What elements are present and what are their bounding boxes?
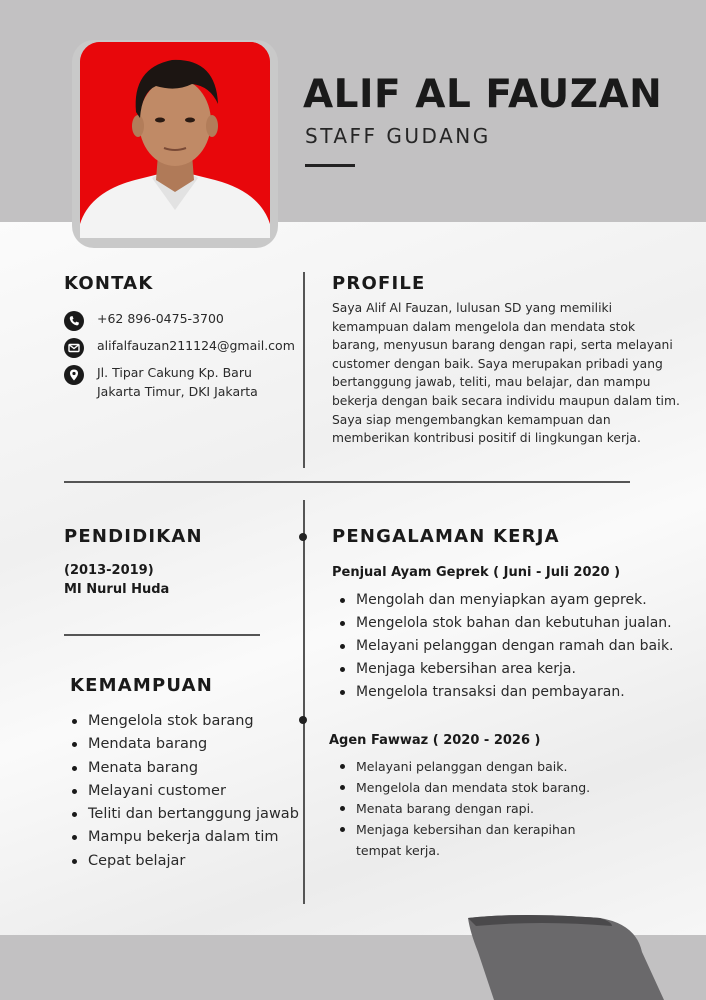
title-underline <box>305 164 355 167</box>
location-icon <box>64 365 84 385</box>
list-item: Menata barang dengan rapi. <box>338 798 638 819</box>
job-1-duties <box>338 589 674 704</box>
contact-heading: KONTAK <box>64 273 154 294</box>
candidate-name: ALIF AL FAUZAN <box>303 72 663 117</box>
education-years: (2013-2019) <box>64 563 154 578</box>
list-item: Mendata barang <box>70 733 299 756</box>
profile-heading: PROFILE <box>332 273 426 294</box>
contact-phone <box>64 309 224 331</box>
phone-icon <box>64 311 84 331</box>
education-school: MI Nurul Huda <box>64 582 170 597</box>
job-1-title: Penjual Ayam Geprek ( Juni - Juli 2020 ) <box>332 565 621 580</box>
phone-number: +62 896-0475-3700 <box>97 311 224 326</box>
list-item: Mengelola dan mendata stok barang. <box>338 777 638 798</box>
list-item: Mengelola stok bahan dan kebutuhan jualan. <box>338 612 674 635</box>
list-item: Mengolah dan menyiapkan ayam geprek. <box>338 589 674 612</box>
job-title: STAFF GUDANG <box>305 124 491 148</box>
experience-heading: PENGALAMAN KERJA <box>332 526 560 547</box>
list-item: Melayani customer <box>70 780 299 803</box>
footer-ribbon <box>0 912 706 1000</box>
profile-photo <box>80 42 270 238</box>
list-item: Mengelola stok barang <box>70 710 299 733</box>
divider-vertical-bottom <box>303 500 305 904</box>
list-item: Menata barang <box>70 757 299 780</box>
profile-text: Saya Alif Al Fauzan, lulusan SD yang memiliki kemampuan dalam mengelola dan mendata stok barang, menyusun barang dengan rapi, serta melayani customer dengan baik. Saya merupakan pribadi yang bertanggung jawab, teliti, mau belajar, dan mampu bekerja dengan baik secara individu maupun dalam tim. Saya siap mengembangkan kemampuan dan memberikan kontribusi positif di lingkungan kerja. <box>332 301 680 446</box>
list-item: Menjaga kebersihan dan kerapihan tempat kerja. <box>338 819 588 861</box>
list-item: Melayani pelanggan dengan baik. <box>338 756 638 777</box>
contact-address <box>64 363 258 401</box>
timeline-dot <box>299 533 307 541</box>
email-icon <box>64 338 84 358</box>
list-item: Menjaga kebersihan area kerja. <box>338 658 674 681</box>
job-2-duties <box>338 756 638 861</box>
job-2-title: Agen Fawwaz ( 2020 - 2026 ) <box>329 733 541 748</box>
divider-vertical-top <box>303 272 305 468</box>
timeline-dot <box>299 716 307 724</box>
address <box>97 363 258 401</box>
email-address: alifalfauzan211124@gmail.com <box>97 338 295 353</box>
divider-education <box>64 634 260 636</box>
list-item: Mampu bekerja dalam tim <box>70 826 299 849</box>
list-item: Melayani pelanggan dengan ramah dan baik. <box>338 635 674 658</box>
skills-heading: KEMAMPUAN <box>70 675 214 696</box>
contact-email <box>64 336 295 358</box>
education-heading: PENDIDIKAN <box>64 526 203 547</box>
address-line-2: Jakarta Timur, DKI Jakarta <box>97 384 258 399</box>
list-item: Mengelola transaksi dan pembayaran. <box>338 681 674 704</box>
divider-horizontal <box>64 481 630 483</box>
skills-list <box>70 710 299 873</box>
list-item: Cepat belajar <box>70 850 299 873</box>
address-line-1: Jl. Tipar Cakung Kp. Baru <box>97 365 252 380</box>
list-item: Teliti dan bertanggung jawab <box>70 803 299 826</box>
